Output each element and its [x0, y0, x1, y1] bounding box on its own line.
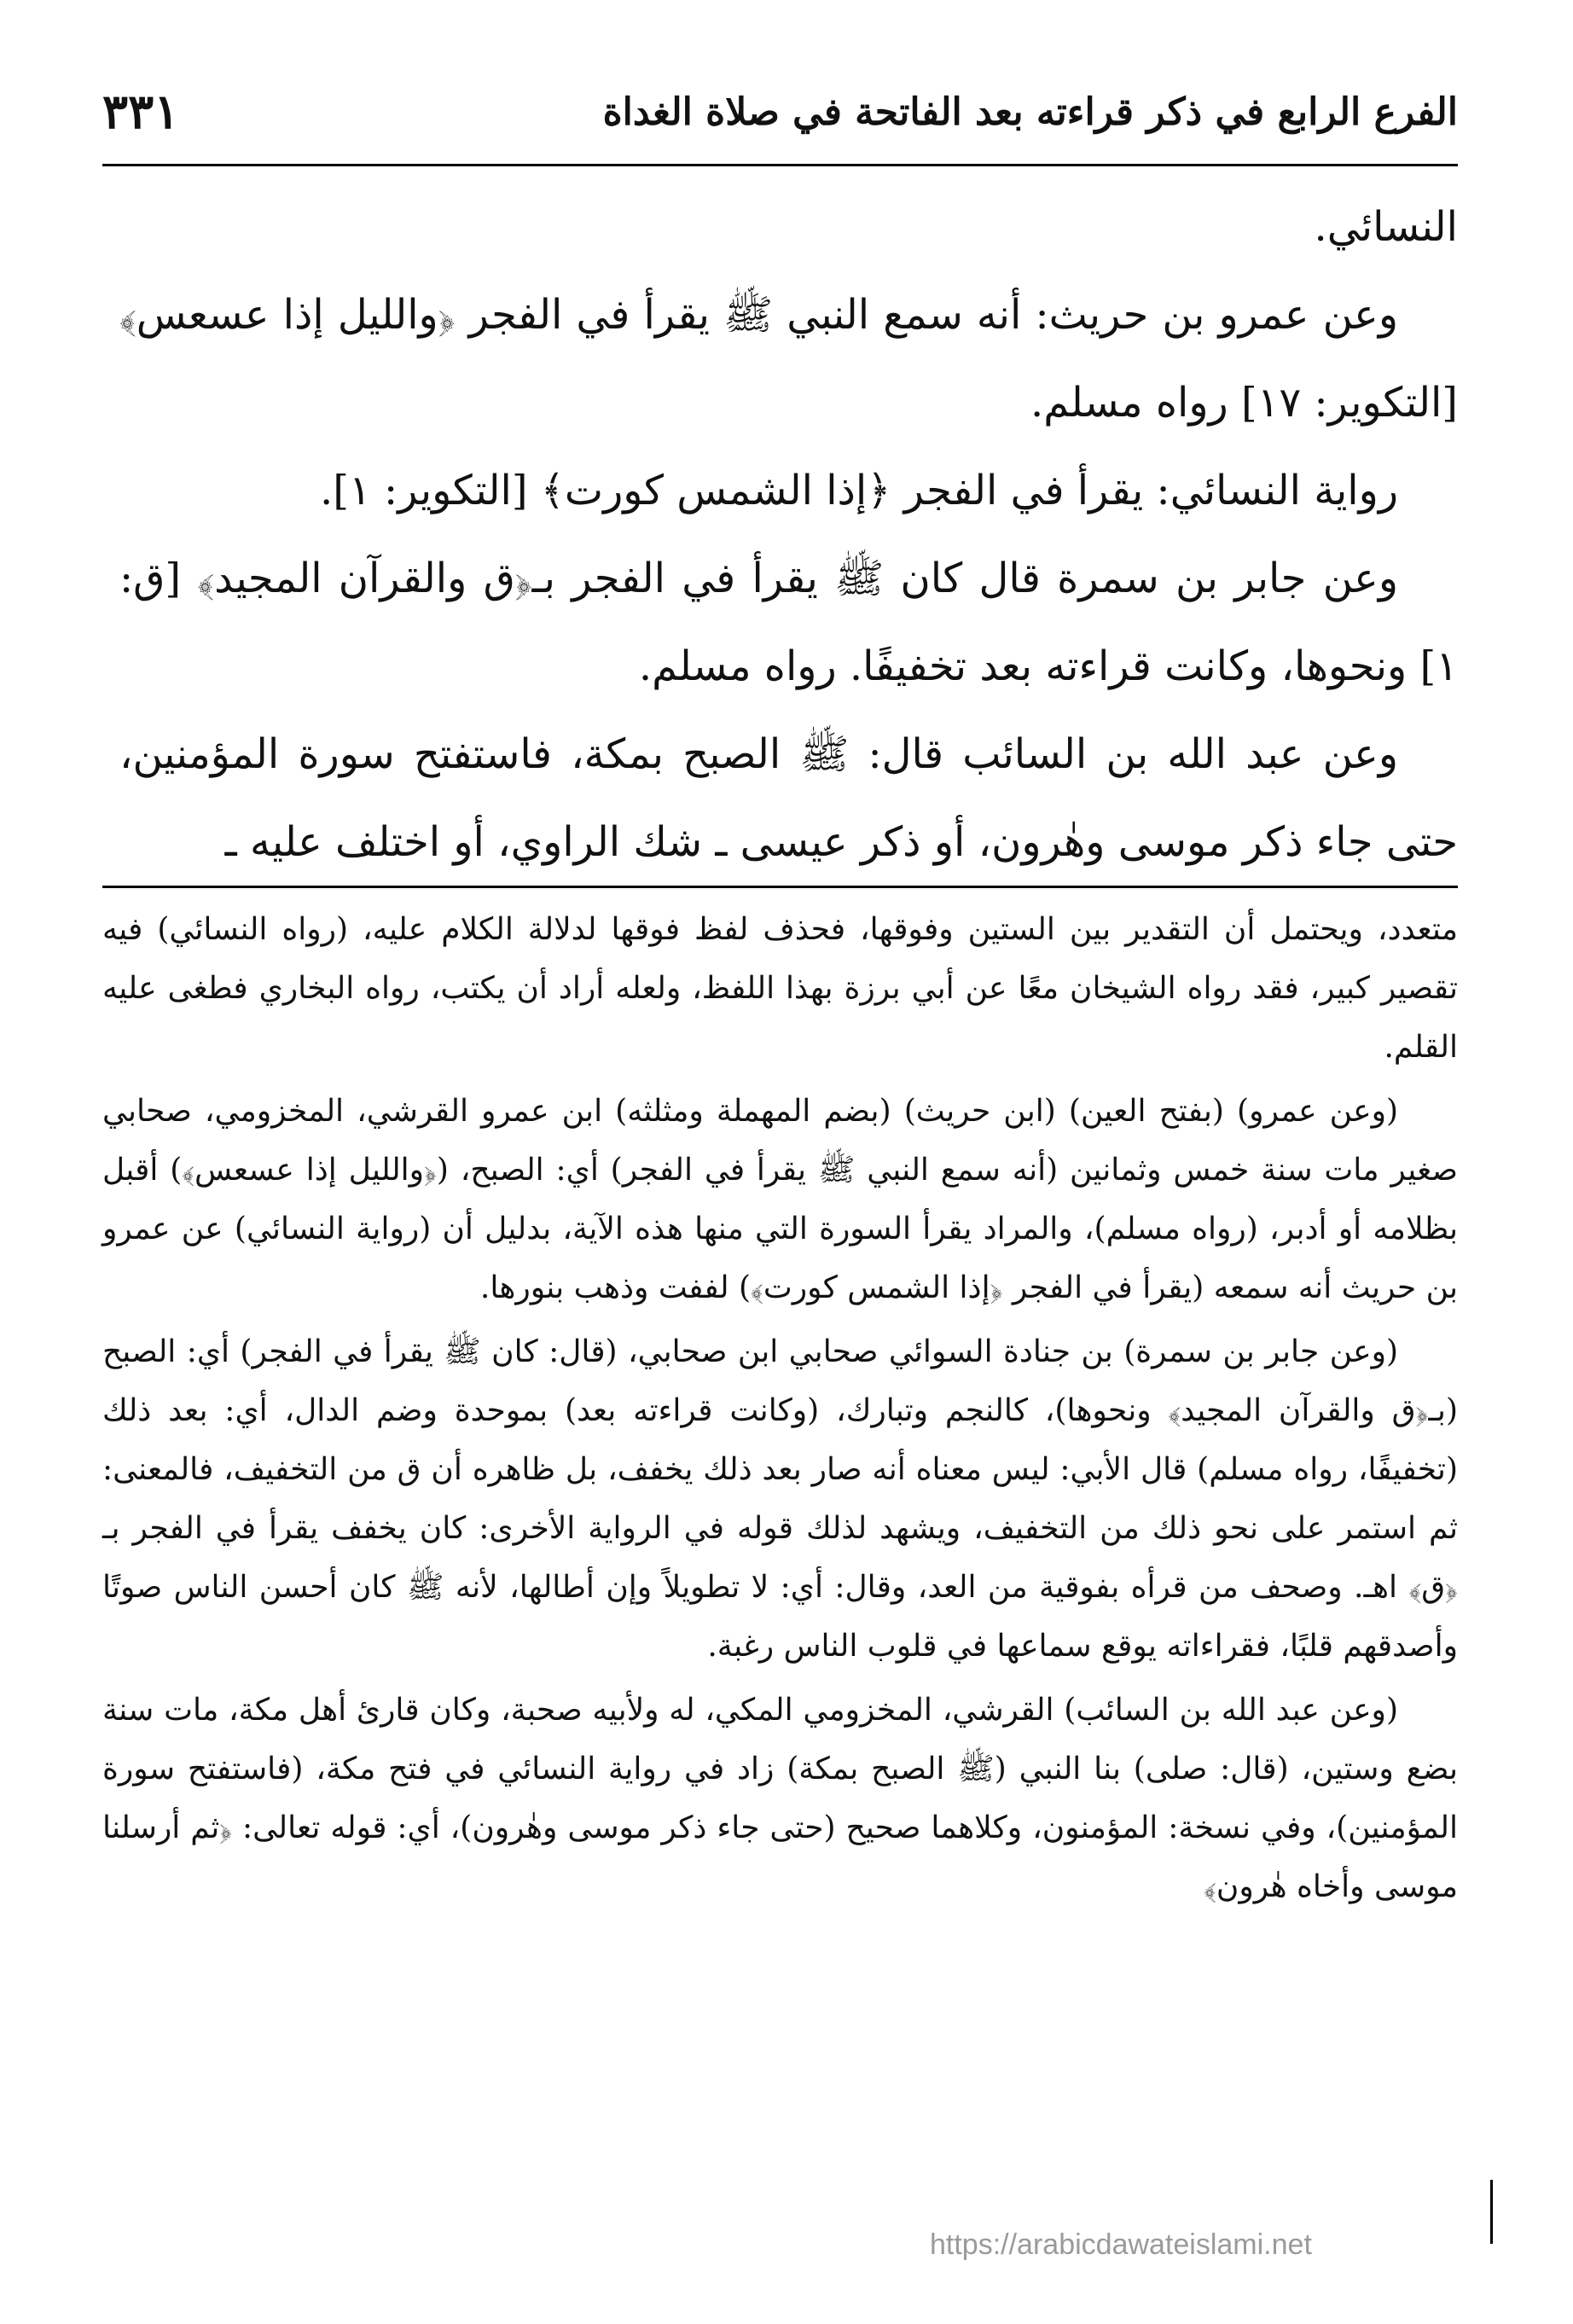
main-line: وعن جابر بن سمرة قال كان ﷺ يقرأ في الفجر بـ﴿ق والقرآن المجيد﴾ [ق: ١] ونحوها، وكانت قراءته بعد تخفيفًا. رواه مسلم. — [119, 555, 1458, 690]
page-header — [102, 78, 1458, 145]
margin-mark — [1490, 2180, 1493, 2244]
footnote-divider — [102, 886, 1458, 888]
commentary-paragraph: متعدد، ويحتمل أن التقدير بين الستين وفوقها، فحذف لفظ فوقها لدلالة الكلام عليه، (رواه النسائي) فيه تقصير كبير، فقد رواه الشيخان معًا عن أبي برزة بهذا اللفظ، ولعله أراد أن يكتب، رواه البخاري فطغى عليه القلم. — [102, 912, 1458, 1065]
main-text — [119, 183, 1458, 886]
commentary-paragraph: (وعن عمرو) (بفتح العين) (ابن حريث) (بضم المهملة ومثلثه) ابن عمرو القرشي، المخزومي، صحابي صغير مات سنة خمس وثمانين (أنه سمع النبي ﷺ يقرأ في الفجر) أي: الصبح، (﴿والليل إذا عسعس﴾) أقبل بظلامه أو أدبر، (رواه مسلم)، والمراد يقرأ السورة التي منها هذه الآية، بدليل أن (رواية النسائي) عن عمرو بن حريث أنه سمعه (يقرأ في الفجر ﴿إذا الشمس كورت﴾) لففت وذهب بنورها. — [102, 1094, 1459, 1305]
commentary-paragraph: (وعن عبد الله بن السائب) القرشي، المخزومي المكي، له ولأبيه صحبة، وكان قارئ أهل مكة، مات سنة بضع وستين، (قال: صلى) بنا النبي (ﷺ الصبح بمكة) زاد في رواية النسائي في فتح مكة، (فاستفتح سورة المؤمنين)، وفي نسخة: المؤمنون، وكلاهما صحيح (حتى جاء ذكر موسى وهٰرون)، أي: قوله تعالى: ﴿ثم أرسلنا موسى وأخاه هٰرون﴾ — [102, 1693, 1458, 1904]
commentary — [102, 900, 1458, 1921]
running-title: الفرع الرابع في ذكر قراءته بعد الفاتحة في صلاة الغداة — [602, 90, 1458, 134]
commentary-paragraph: (وعن جابر بن سمرة) بن جنادة السوائي صحابي ابن صحابي، (قال: كان ﷺ يقرأ في الفجر) أي: الصبح (بـ﴿ق والقرآن المجيد﴾ ونحوها)، كالنجم وتبارك، (وكانت قراءته بعد) بموحدة وضم الدال، أي: بعد ذلك (تخفيفًا، رواه مسلم) قال الأبي: ليس معناه أنه صار بعد ذلك يخفف، بل ظاهره أن ق من التخفيف، فالمعنى: ثم استمر على نحو ذلك من التخفيف، ويشهد لذلك قوله في الرواية الأخرى: كان يخفف يقرأ في الفجر بـ ﴿ق﴾ اهـ. وصحف من قرأه بفوقية من العد، وقال: أي: لا تطويلاً وإن أطالها، لأنه ﷺ كان أحسن الناس صوتًا وأصدقهم قلبًا، فقراءاته يوقع سماعها في قلوب الناس رغبة. — [102, 1334, 1458, 1664]
header-rule — [102, 164, 1458, 166]
main-line: النسائي. — [1314, 203, 1458, 251]
page-number: ٣٣١ — [102, 84, 180, 140]
main-line: وعن عمرو بن حريث: أنه سمع النبي ﷺ يقرأ في الفجر ﴿والليل إذا عسعس﴾ [التكوير: ١٧] رواه مسلم. — [119, 291, 1458, 427]
main-line: وعن عبد الله بن السائب قال: ﷺ الصبح بمكة، فاستفتح سورة المؤمنين، حتى جاء ذكر موسى وهٰرون، أو ذكر عيسى ـ شك الراوي، أو اختلف عليه ـ — [119, 730, 1458, 866]
main-line: رواية النسائي: يقرأ في الفجر ﴿إذا الشمس كورت﴾ [التكوير: ١]. — [320, 467, 1398, 514]
watermark: https://arabicdawateislami.net — [930, 2228, 1312, 2261]
